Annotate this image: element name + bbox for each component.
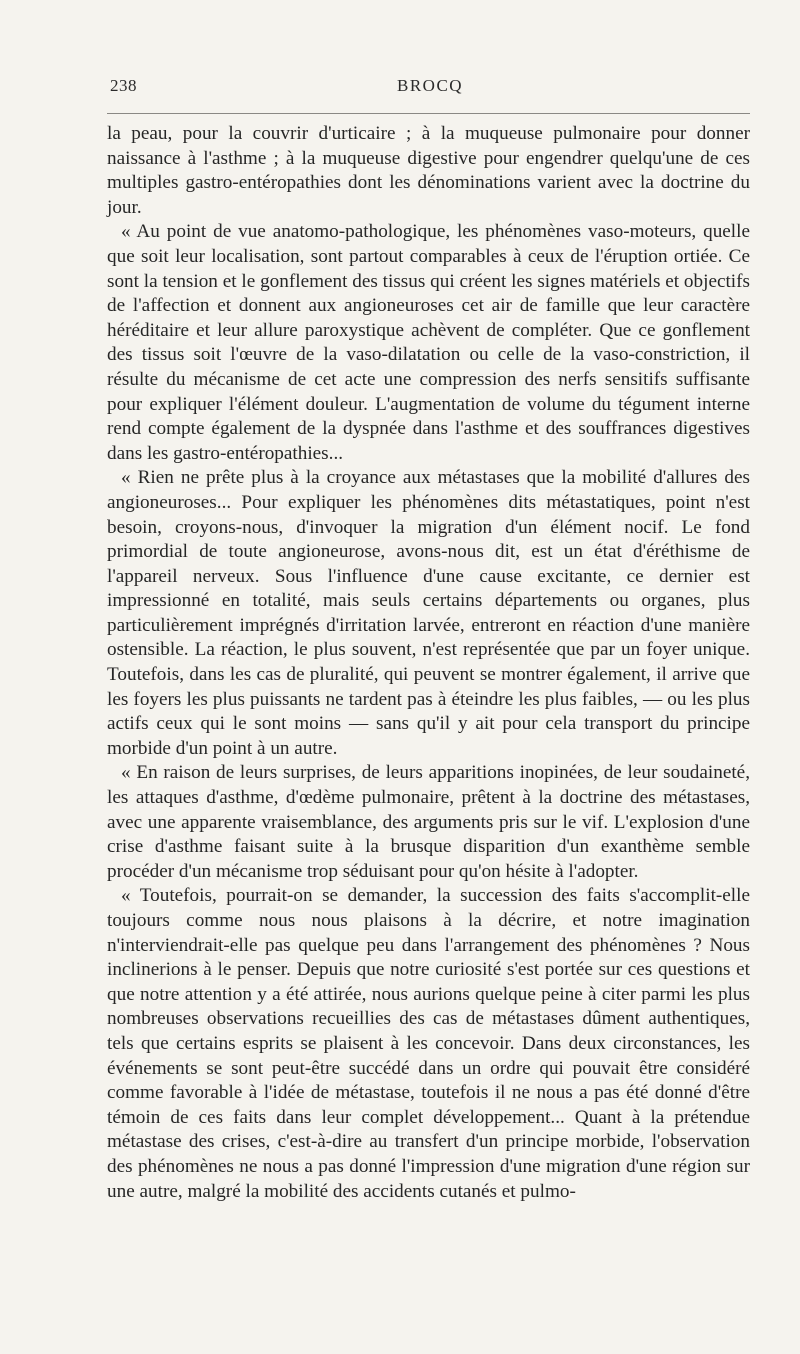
- page-header: [107, 72, 750, 102]
- paragraph-3: « Rien ne prête plus à la croyance aux métastases que la mobilité d'allures des angioneuroses... Pour expliquer les phénomènes dits métastatiques, point n'est besoin, croyons-nous, d'invoquer la migration d'un élément nocif. Le fond primordial de toute angioneurose, avons-nous dit, est un état d'éréthisme de l'appareil nerveux. Sous l'influence d'une cause excitante, ce dernier est impressionné en totalité, mais seuls certains départements ou organes, plus particulièrement imprégnés d'irritation larvée, entreront en réaction d'une manière ostensible. La réaction, le plus souvent, n'est représentée que par un foyer unique. Toutefois, dans les cas de pluralité, qui peuvent se montrer également, il arrive que les foyers les plus puissants ne tardent pas à éteindre les plus faibles, — ou les plus actifs ceux qui le sont moins — sans qu'il y ait pour cela transport du principe morbide d'un point à un autre.: [107, 467, 750, 759]
- paragraph-1: la peau, pour la couvrir d'urticaire ; à la muqueuse pulmonaire pour donner naissance à l'asthme ; à la muqueuse digestive pour engendrer quelqu'une de ces multiples gastro-entéropathies dont les dénominations varient avec la doctrine du jour.: [107, 123, 750, 218]
- paragraph-4: « En raison de leurs surprises, de leurs apparitions inopinées, de leur soudaineté, les attaques d'asthme, d'œdème pulmonaire, prêtent à la doctrine des métastases, avec une apparente vraisemblance, des arguments pris sur le vif. L'explosion d'une crise d'asthme faisant suite à la brusque disparition d'un exanthème semble procéder d'un mécanisme trop séduisant pour qu'on hésite à l'adopter.: [107, 762, 750, 882]
- running-head: BROCQ: [397, 76, 464, 95]
- paragraph-5: « Toutefois, pourrait-on se demander, la succession des faits s'accomplit-elle toujours comme nous nous plaisons à la décrire, et notre imagination n'interviendrait-elle pas quelque peu dans l'arrangement des phénomènes ? Nous inclinerions à le penser. Depuis que notre curiosité s'est portée sur ces questions et que notre attention y a été attirée, nous aurions quelque peine à citer parmi les plus nombreuses observations recueillies des cas de métastases dûment authentiques, tels que certains esprits se plaisent à les concevoir. Dans deux circonstances, les événements se sont peut-être succédé dans un ordre qui pouvait être considéré comme favorable à l'idée de métastase, toutefois il ne nous a pas été donné d'être témoin de ces faits dans leur complet développement... Quant à la prétendue métastase des crises, c'est-à-dire au transfert d'un principe morbide, l'observation des phénomènes ne nous a pas donné l'impression d'une migration d'une région sur une autre, malgré la mobilité des accidents cutanés et pulmo-: [107, 885, 750, 1202]
- header-rule: [107, 113, 750, 114]
- page-number: 238: [110, 76, 137, 95]
- body-text: [107, 122, 750, 1204]
- paragraph-2: « Au point de vue anatomo-pathologique, les phénomènes vaso-moteurs, quelle que soit leur localisation, sont partout comparables à ceux de l'éruption ortiée. Ce sont la tension et le gonflement des tissus qui créent les signes matériels et objectifs de l'affection et donnent aux angioneuroses cet air de famille que leur caractère héréditaire et leur allure paroxystique achèvent de compléter. Que ce gonflement des tissus soit l'œuvre de la vaso-dilatation ou celle de la vaso-constriction, il résulte du mécanisme de cet acte une compression des nerfs sensitifs suffisante pour expliquer l'élément douleur. L'augmentation de volume du tégument interne rend compte également de la dyspnée dans l'asthme et des souffrances digestives dans les gastro-entéropathies...: [107, 221, 750, 464]
